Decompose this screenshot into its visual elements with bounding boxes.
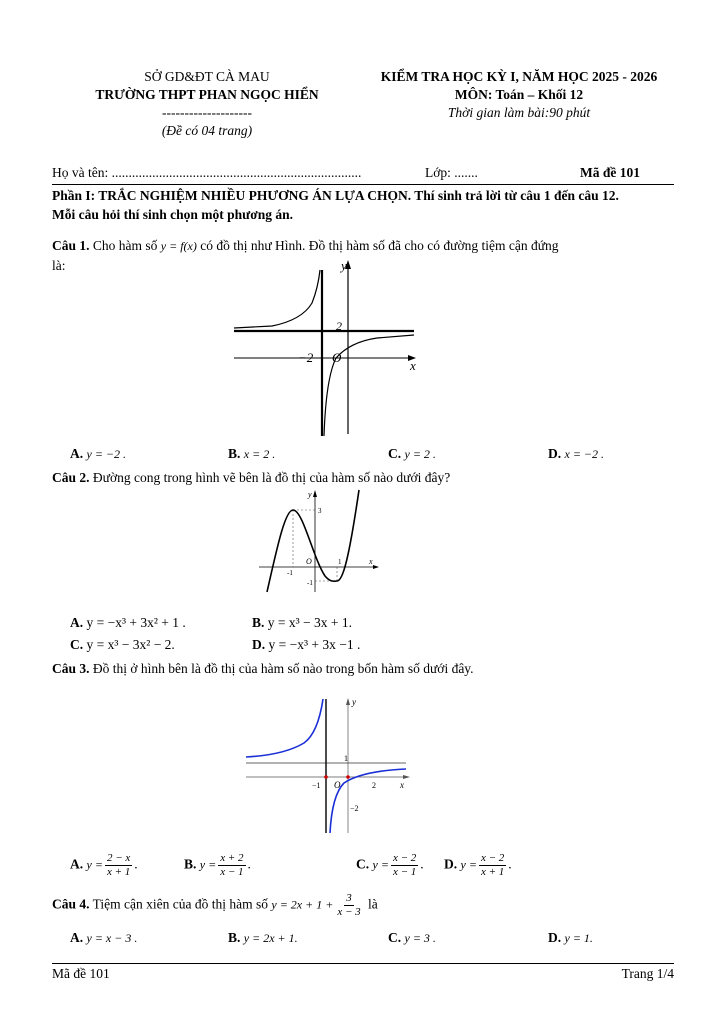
q4-func-fraction: $\frac{3}{x - 3}$ bbox=[337, 892, 361, 918]
q4-option-b[interactable]: B. y = 2x + 1. bbox=[228, 930, 298, 945]
q4-text-a: Tiệm cận xiên của đồ thị hàm số bbox=[89, 896, 272, 912]
q1-text-a: Cho hàm số bbox=[89, 238, 161, 253]
q3-text: Đồ thị ở hình bên là đồ thị của hàm số nào trong bốn hàm số dưới đây. bbox=[89, 661, 474, 676]
q2-x-label: x bbox=[369, 557, 373, 566]
exam-time: Thời gian làm bài:90 phút bbox=[447, 105, 591, 120]
divider-top bbox=[52, 184, 674, 185]
q3-graph bbox=[244, 695, 412, 835]
q1-origin-label: O bbox=[332, 350, 342, 365]
q3-option-a[interactable]: A. y = $\frac{2 - x}{x + 1}$ . bbox=[70, 852, 138, 878]
q3-tick-neg1: −1 bbox=[312, 781, 321, 790]
q1-curve-left bbox=[234, 270, 320, 328]
q2-y-label: y bbox=[308, 490, 312, 499]
student-class-field[interactable]: Lớp: ....... bbox=[425, 165, 478, 180]
q2-tick-neg1x: -1 bbox=[287, 569, 293, 577]
q3-point-neg1 bbox=[324, 775, 328, 779]
q3-origin-label: O bbox=[334, 780, 341, 790]
q2-tick-top: 3 bbox=[318, 507, 322, 515]
q1-option-a[interactable]: A. y = −2 . bbox=[70, 446, 127, 461]
q1-function: y = f(x) bbox=[160, 239, 197, 253]
q1-option-b[interactable]: B. x = 2 . bbox=[228, 446, 276, 461]
exam-code: Mã đề 101 bbox=[580, 165, 640, 180]
q1-label: Câu 1. bbox=[52, 238, 90, 253]
q3-curve-left bbox=[246, 699, 323, 757]
q2-y-arrow bbox=[313, 490, 317, 497]
q3-option-c[interactable]: C. y = $\frac{x - 2}{x - 1}$ . bbox=[356, 852, 424, 878]
q3-option-b[interactable]: B. y = $\frac{x + 2}{x - 1}$ . bbox=[184, 852, 251, 878]
q4-text-b: là bbox=[364, 896, 378, 912]
q2-option-d[interactable]: D. y = −x³ + 3x −1 . bbox=[252, 637, 361, 652]
pages-note: (Đề có 04 trang) bbox=[161, 123, 253, 138]
q2-tick-1x: 1 bbox=[338, 558, 342, 566]
q1-option-d[interactable]: D. x = −2 . bbox=[548, 446, 605, 461]
q2-option-a[interactable]: A. y = −x³ + 3x² + 1 . bbox=[70, 615, 186, 630]
q4-options bbox=[52, 930, 674, 948]
q2-tick-neg1y: -1 bbox=[307, 579, 313, 587]
q3-option-d[interactable]: D. y = $\frac{x - 2}{x + 1}$ . bbox=[444, 852, 512, 878]
q4-option-c[interactable]: C. y = 3 . bbox=[388, 930, 436, 945]
footer-divider bbox=[52, 963, 674, 964]
q1-text-b: có đồ thị như Hình. Đồ thị hàm số đã cho có đường tiệm cận đứng bbox=[196, 238, 559, 253]
q2-curve bbox=[267, 490, 359, 592]
q3-y-arrow bbox=[346, 698, 350, 705]
q3-x-label: x bbox=[400, 780, 404, 790]
q1-options bbox=[52, 446, 674, 464]
q1-tick-y: 2 bbox=[336, 319, 342, 333]
school-name: TRƯỜNG THPT PHAN NGỌC HIỂN bbox=[95, 87, 319, 102]
q2-x-arrow bbox=[373, 565, 379, 569]
part1-subtitle: Mỗi câu hỏi thí sinh chọn một phương án. bbox=[52, 207, 294, 222]
q3-tick-neg2: −2 bbox=[350, 804, 359, 813]
header-dashes: -------------------- bbox=[162, 105, 252, 120]
part1-title bbox=[52, 186, 674, 224]
question-3 bbox=[52, 659, 674, 678]
q4-option-d[interactable]: D. y = 1. bbox=[548, 930, 593, 945]
q3-y-label: y bbox=[352, 697, 356, 707]
q4-option-a[interactable]: A. y = x − 3 . bbox=[70, 930, 138, 945]
q3-options bbox=[52, 852, 674, 886]
department: SỞ GD&ĐT CÀ MAU bbox=[144, 69, 270, 84]
footer bbox=[52, 966, 674, 984]
q2-origin-label: O bbox=[306, 557, 312, 566]
q3-label: Câu 3. bbox=[52, 661, 90, 676]
q2-options bbox=[52, 613, 674, 653]
student-name-field[interactable]: Họ và tên: .......................................................................... bbox=[52, 165, 362, 180]
header-left bbox=[52, 68, 362, 140]
q2-label: Câu 2. bbox=[52, 470, 90, 485]
q1-y-label: y bbox=[341, 258, 347, 273]
q4-func-prefix: y = 2x + 1 + bbox=[271, 897, 334, 912]
subject: MÔN: Toán – Khối 12 bbox=[454, 87, 584, 102]
q1-tick-x: −2 bbox=[298, 350, 314, 365]
q3-point-origin bbox=[346, 775, 350, 779]
exam-title: KIỂM TRA HỌC KỲ I, NĂM HỌC 2025 - 2026 bbox=[380, 69, 658, 84]
q1-x-label: x bbox=[410, 358, 416, 373]
q1-graph bbox=[232, 258, 422, 440]
question-2 bbox=[52, 468, 674, 487]
q3-x-arrow bbox=[403, 775, 410, 779]
student-info-row bbox=[52, 165, 674, 183]
q1-text-c: là: bbox=[52, 258, 66, 273]
q2-graph bbox=[255, 488, 380, 594]
footer-exam-code: Mã đề 101 bbox=[52, 966, 110, 981]
part1-title-text: Phần I: TRẮC NGHIỆM NHIỀU PHƯƠNG ÁN LỰA CHỌN. Thí sinh trả lời từ câu 1 đến câu 12. bbox=[52, 188, 619, 203]
q3-tick-2: 2 bbox=[372, 781, 376, 790]
header-right bbox=[365, 68, 673, 122]
q2-option-c[interactable]: C. y = x³ − 3x² − 2. bbox=[70, 637, 175, 652]
q2-text: Đường cong trong hình vẽ bên là đồ thị của hàm số nào dưới đây? bbox=[89, 470, 451, 485]
q4-label: Câu 4. bbox=[52, 896, 90, 912]
q1-option-c[interactable]: C. y = 2 . bbox=[388, 446, 436, 461]
q3-curve-right bbox=[330, 769, 406, 833]
q3-tick-1: 1 bbox=[344, 754, 348, 763]
footer-page-number: Trang 1/4 bbox=[621, 966, 674, 981]
question-4 bbox=[52, 892, 674, 919]
q2-option-b[interactable]: B. y = x³ − 3x + 1. bbox=[252, 615, 353, 630]
